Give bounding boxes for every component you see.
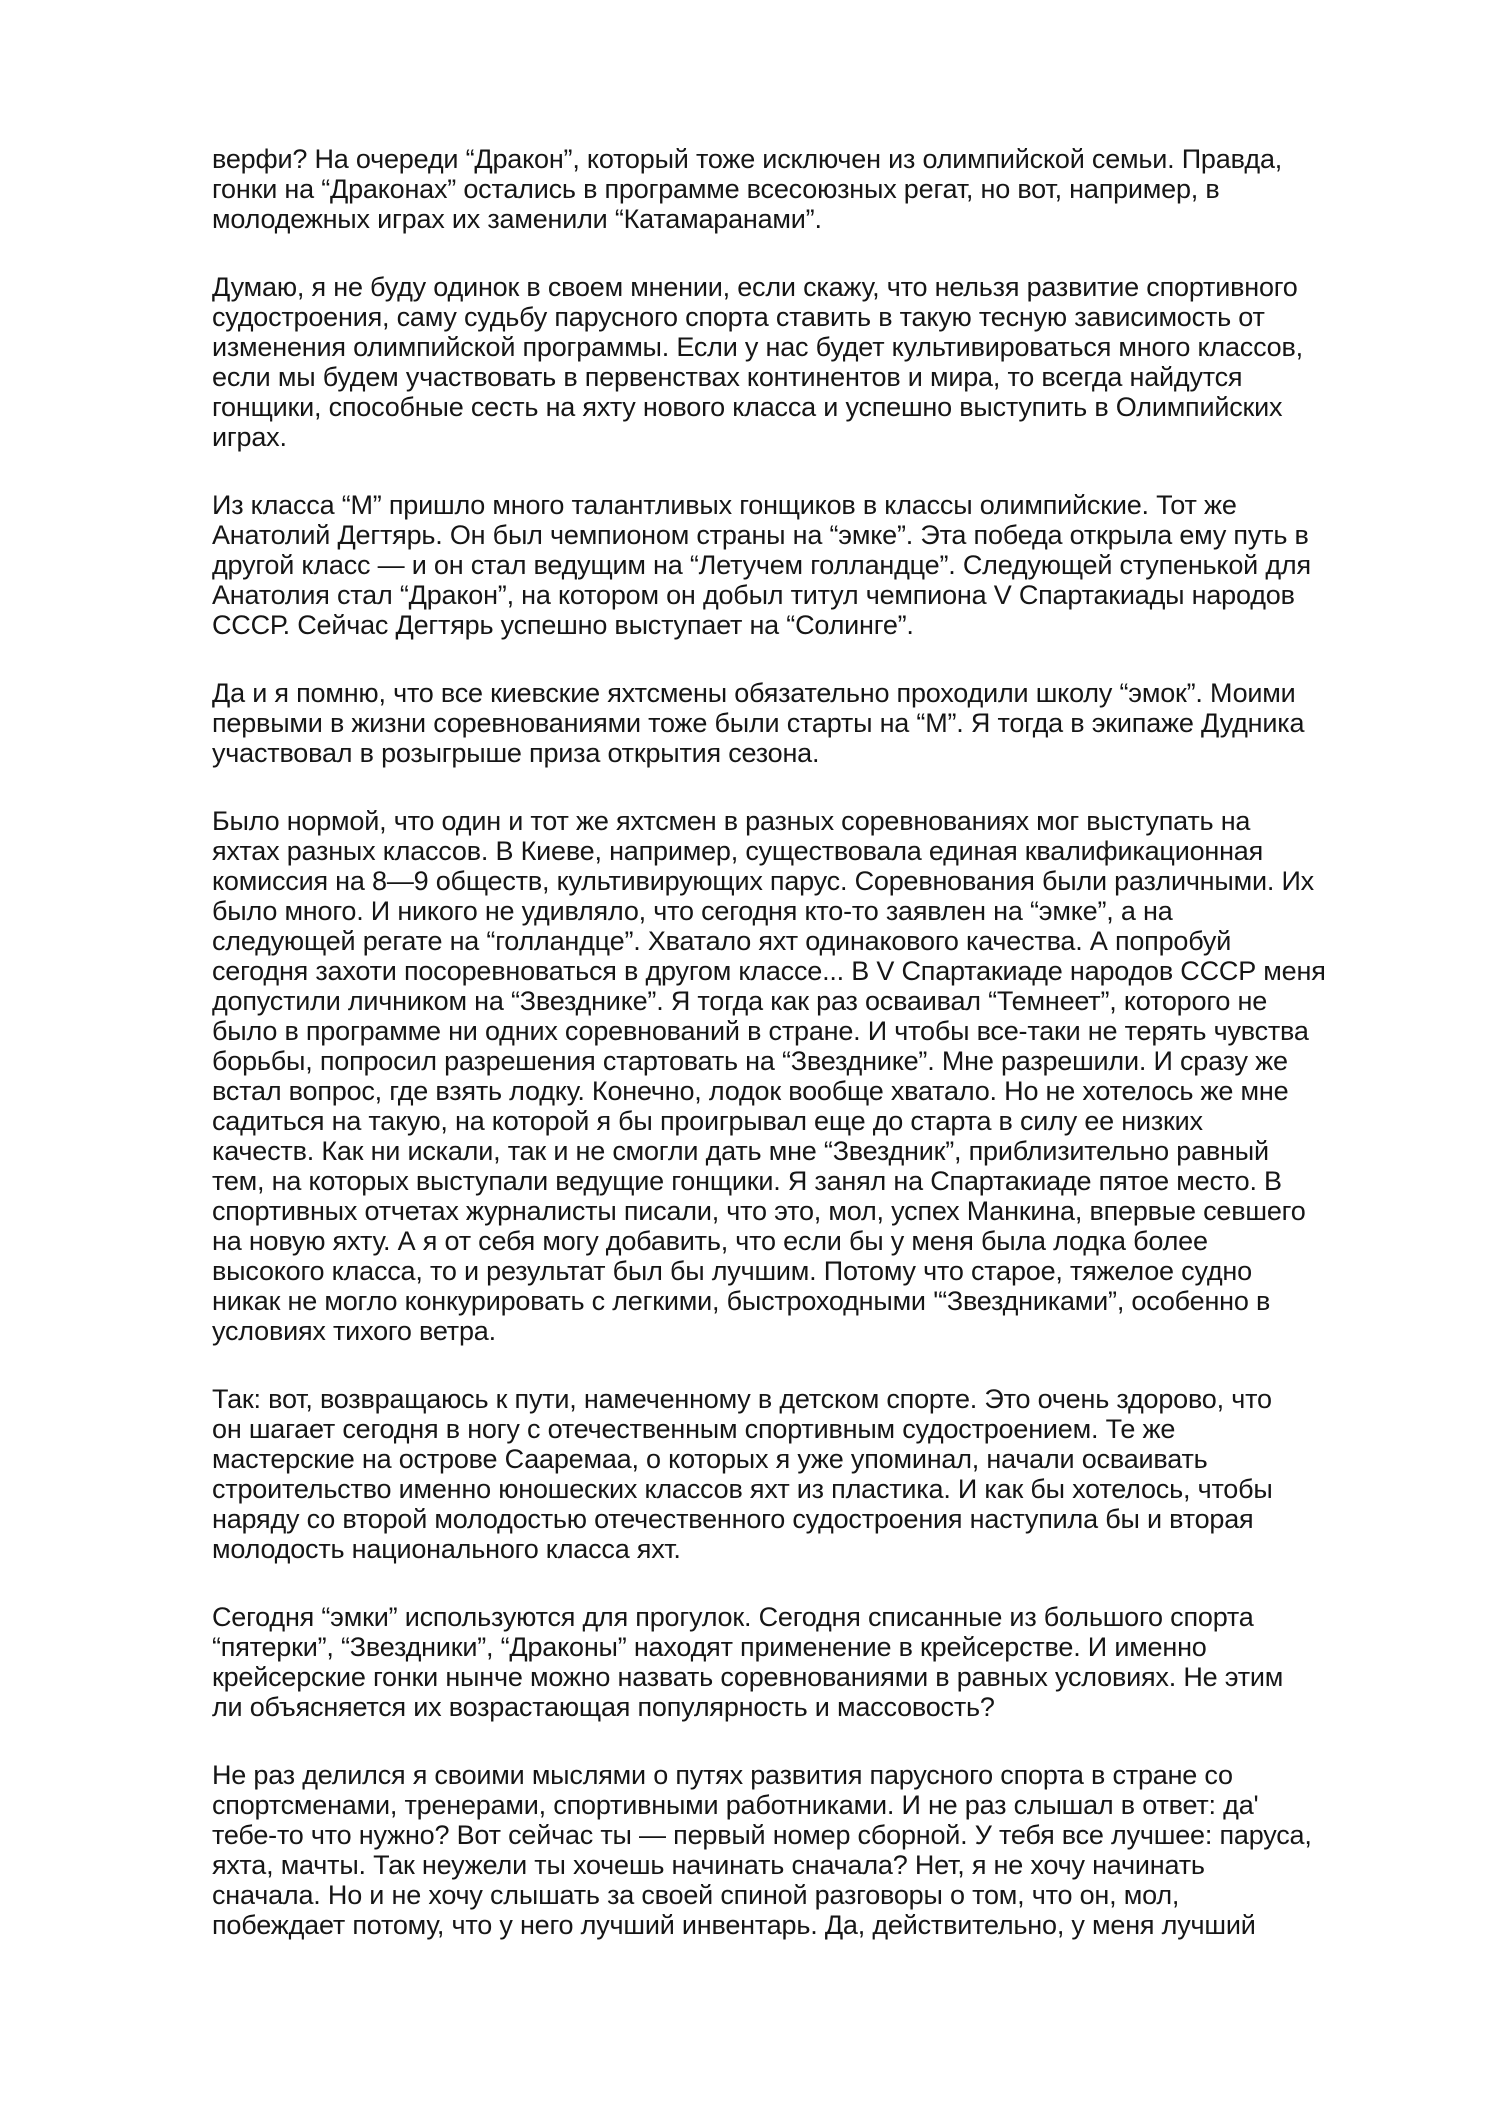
text-line: комиссия на 8—9 обществ, культивирующих парус. Соревнования были различными. Их [212,866,1314,896]
paragraph [212,806,1402,1346]
text-line: Анатолия стал “Дракон”, на котором он добыл титул чемпиона V Спартакиады народов [212,580,1295,610]
paragraph [212,1760,1402,1940]
text-line: гонки на “Драконах” остались в программе всесоюзных регат, но вот, например, в [212,174,1220,204]
text-line: сначала. Но и не хочу слышать за своей спиной разговоры о том, что он, мол, [212,1880,1180,1910]
text-line: гонщики, способные сесть на яхту нового класса и успешно выступить в Олимпийских [212,392,1283,422]
text-line: тем, на которых выступали ведущие гонщики. Я занял на Спартакиаде пятое место. В [212,1166,1282,1196]
text-line: мастерские на острове Сааремаа, о которых я уже упоминал, начали осваивать [212,1444,1208,1474]
text-line: на новую яхту. А я от себя могу добавить, что если бы у меня была лодка более [212,1226,1208,1256]
text-line: яхта, мачты. Так неужели ты хочешь начинать сначала? Нет, я не хочу начинать [212,1850,1205,1880]
text-line: другой класс — и он стал ведущим на “Летучем голландце”. Следующей ступенькой для [212,550,1311,580]
paragraph [212,678,1402,768]
text-line: было много. И никого не удивляло, что сегодня кто-то заявлен на “эмке”, а на [212,896,1173,926]
paragraph [212,1602,1402,1722]
text-line: судостроения, саму судьбу парусного спорта ставить в такую тесную зависимость от [212,302,1265,332]
text-line: условиях тихого ветра. [212,1316,496,1346]
text-line: встал вопрос, где взять лодку. Конечно, лодок вообще хватало. Но не хотелось же мне [212,1076,1289,1106]
text-line: Да и я помню, что все киевские яхтсмены обязательно проходили школу “эмок”. Моими [212,678,1296,708]
text-line: строительство именно юношеских классов яхт из пластика. И как бы хотелось, чтобы [212,1474,1273,1504]
text-line: молодежных играх их заменили “Катамаранами”. [212,204,822,234]
text-line: было в программе ни одних соревнований в стране. И чтобы все-таки не терять чувства [212,1016,1309,1046]
text-line: он шагает сегодня в ногу с отечественным спортивным судостроением. Те же [212,1414,1176,1444]
text-line: тебе-то что нужно? Вот сейчас ты — первый номер сборной. У тебя все лучшее: паруса, [212,1820,1312,1850]
text-line: садиться на такую, на которой я бы проигрывал еще до старта в силу ее низких [212,1106,1203,1136]
paragraph [212,144,1402,234]
text-line: следующей регате на “голландце”. Хватало яхт одинакового качества. А попробуй [212,926,1232,956]
text-line: “пятерки”, “Звездники”, “Драконы” находят применение в крейсерстве. И именно [212,1632,1207,1662]
text-line: Было нормой, что один и тот же яхтсмен в разных соревнованиях мог выступать на [212,806,1251,836]
paragraph [212,490,1402,640]
text-line: ли объясняется их возрастающая популярность и массовость? [212,1692,995,1722]
paragraph [212,1384,1402,1564]
text-line: играх. [212,422,287,452]
text-line: СССР. Сейчас Дегтярь успешно выступает на “Солинге”. [212,610,914,640]
text-line: никак не могло конкурировать с легкими, быстроходными '“Звездниками”, особенно в [212,1286,1271,1316]
text-line: побеждает потому, что у него лучший инвентарь. Да, действительно, у меня лучший [212,1910,1256,1940]
text-line: борьбы, попросил разрешения стартовать на “Звезднике”. Мне разрешили. И сразу же [212,1046,1288,1076]
text-line: если мы будем участвовать в первенствах континентов и мира, то всегда найдутся [212,362,1243,392]
text-body [212,144,1402,1940]
text-line: верфи? На очереди “Дракон”, который тоже исключен из олимпийской семьи. Правда, [212,144,1283,174]
text-line: участвовал в розыгрыше приза открытия сезона. [212,738,820,768]
text-line: Сегодня “эмки” используются для прогулок. Сегодня списанные из большого спорта [212,1602,1254,1632]
text-line: яхтах разных классов. В Киеве, например, существовала единая квалификационная [212,836,1264,866]
text-line: Думаю, я не буду одинок в своем мнении, если скажу, что нельзя развитие спортивного [212,272,1298,302]
text-line: молодость национального класса яхт. [212,1534,681,1564]
text-line: Не раз делился я своими мыслями о путях развития парусного спорта в стране со [212,1760,1233,1790]
text-line: спортсменами, тренерами, спортивными работниками. И не раз слышал в ответ: да' [212,1790,1259,1820]
text-line: допустили личником на “Звезднике”. Я тогда как раз осваивал “Темнеет”, которого не [212,986,1268,1016]
text-line: первыми в жизни соревнованиями тоже были старты на “М”. Я тогда в экипаже Дудника [212,708,1305,738]
text-line: Анатолий Дегтярь. Он был чемпионом страны на “эмке”. Эта победа открыла ему путь в [212,520,1309,550]
text-line: спортивных отчетах журналисты писали, что это, мол, успех Манкина, впервые севшего [212,1196,1306,1226]
paragraph [212,272,1402,452]
text-line: Из класса “М” пришло много талантливых гонщиков в классы олимпийские. Тот же [212,490,1237,520]
text-line: сегодня захоти посоревноваться в другом классе... В V Спартакиаде народов СССР меня [212,956,1326,986]
text-line: высокого класса, то и результат был бы лучшим. Потому что старое, тяжелое судно [212,1256,1252,1286]
text-line: Так: вот, возвращаюсь к пути, намеченному в детском спорте. Это очень здорово, что [212,1384,1272,1414]
text-line: качеств. Как ни искали, так и не смогли дать мне “Звездник”, приблизительно равный [212,1136,1269,1166]
text-line: наряду со второй молодостью отечественного судостроения наступила бы и вторая [212,1504,1254,1534]
text-line: изменения олимпийской программы. Если у нас будет культивироваться много классов, [212,332,1303,362]
text-line: крейсерские гонки нынче можно назвать соревнованиями в равных условиях. Не этим [212,1662,1284,1692]
